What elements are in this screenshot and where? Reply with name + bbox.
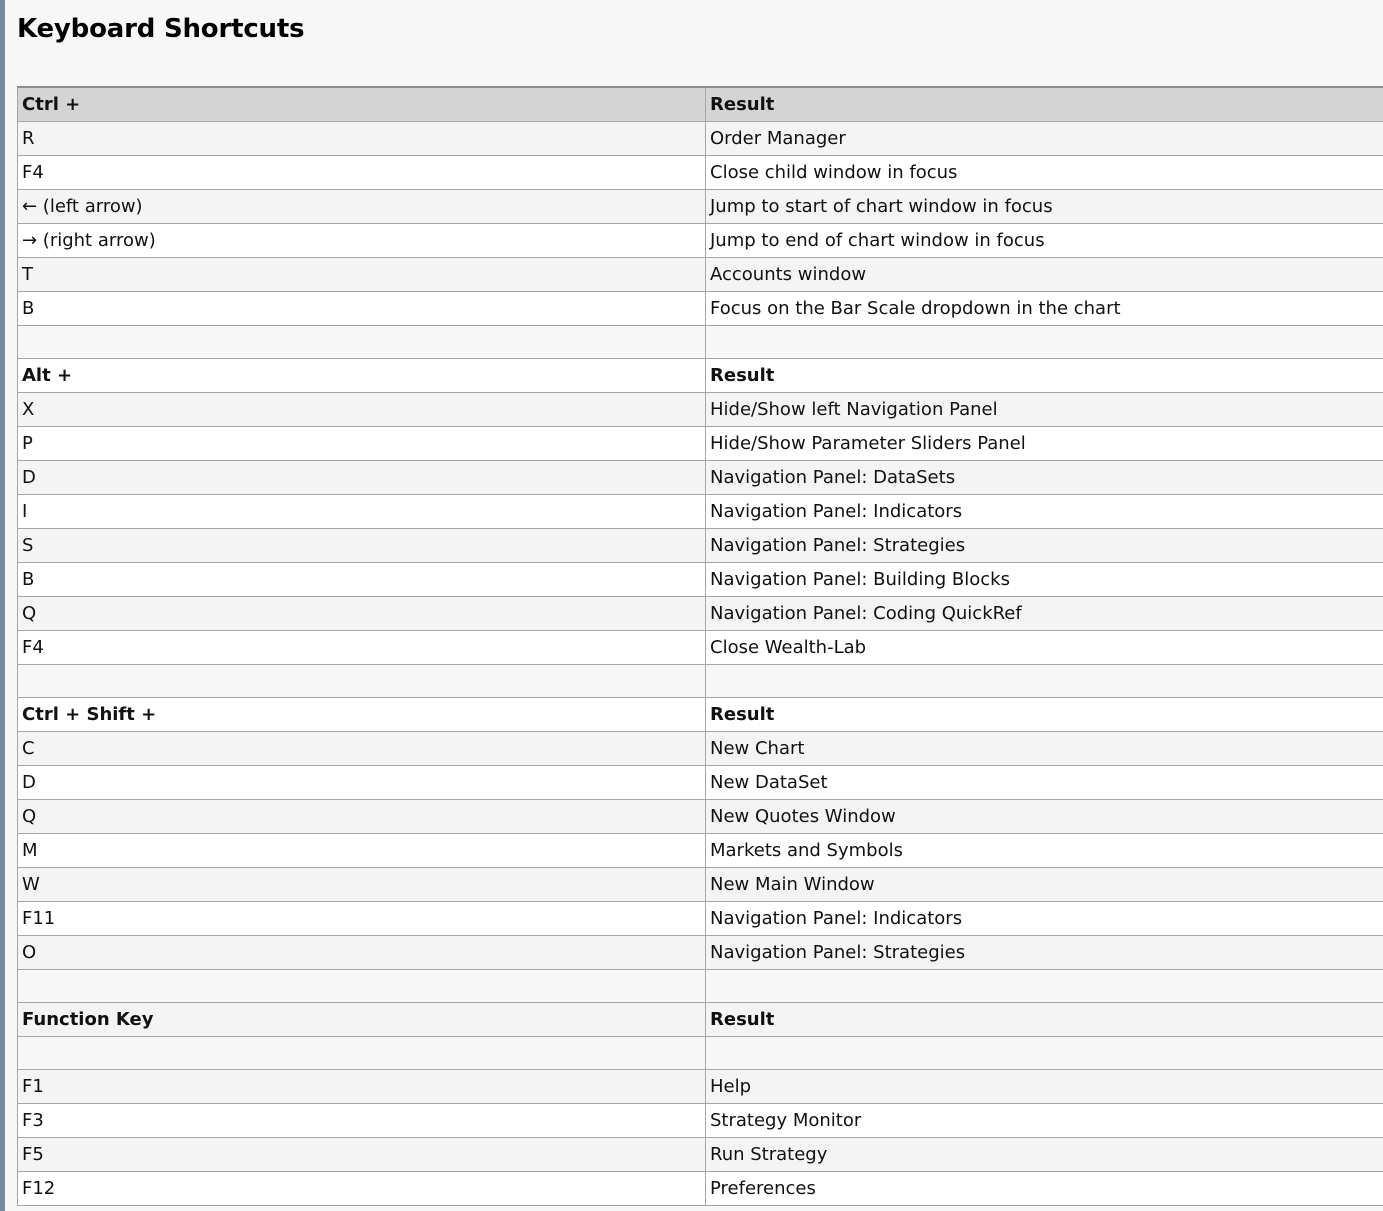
shortcut-key-cell: C <box>18 732 706 766</box>
shortcut-result-cell: Order Manager <box>706 122 1383 156</box>
header-key-cell: Ctrl + <box>18 87 706 122</box>
header-result-cell: Result <box>706 1003 1383 1037</box>
shortcut-result-cell: Accounts window <box>706 258 1383 292</box>
header-result-cell: Result <box>706 698 1383 732</box>
shortcut-key-cell: ← (left arrow) <box>18 190 706 224</box>
shortcut-result-cell: New DataSet <box>706 766 1383 800</box>
left-rail <box>0 0 5 1211</box>
table-row <box>18 597 1383 631</box>
table-row <box>18 800 1383 834</box>
shortcut-key-cell: P <box>18 427 706 461</box>
table-row <box>18 1104 1383 1138</box>
shortcuts-table <box>17 86 1383 1206</box>
header-result-cell: Result <box>706 359 1383 393</box>
shortcut-result-cell <box>706 665 1383 698</box>
spacer-row <box>18 970 1383 1003</box>
shortcut-key-cell: F1 <box>18 1070 706 1104</box>
section-header-row <box>18 698 1383 732</box>
shortcut-result-cell <box>706 970 1383 1003</box>
shortcut-key-cell: F5 <box>18 1138 706 1172</box>
shortcut-result-cell: Navigation Panel: Coding QuickRef <box>706 597 1383 631</box>
shortcut-result-cell: New Quotes Window <box>706 800 1383 834</box>
shortcut-key-cell: S <box>18 529 706 563</box>
shortcut-key-cell <box>18 326 706 359</box>
table-row <box>18 292 1383 326</box>
shortcut-result-cell <box>706 1037 1383 1070</box>
shortcut-result-cell: Jump to start of chart window in focus <box>706 190 1383 224</box>
table-row <box>18 868 1383 902</box>
header-key-cell: Function Key <box>18 1003 706 1037</box>
table-row <box>18 495 1383 529</box>
page-title: Keyboard Shortcuts <box>17 14 305 44</box>
table-row <box>18 631 1383 665</box>
shortcut-key-cell <box>18 1037 706 1070</box>
shortcut-key-cell: O <box>18 936 706 970</box>
table-row <box>18 393 1383 427</box>
shortcut-key-cell: → (right arrow) <box>18 224 706 258</box>
section-header-row <box>18 1003 1383 1037</box>
table-row <box>18 1070 1383 1104</box>
shortcut-key-cell: M <box>18 834 706 868</box>
table-row <box>18 258 1383 292</box>
table-row <box>18 834 1383 868</box>
shortcut-result-cell: Navigation Panel: Indicators <box>706 495 1383 529</box>
table-row <box>18 156 1383 190</box>
shortcut-result-cell: Navigation Panel: DataSets <box>706 461 1383 495</box>
shortcut-key-cell: W <box>18 868 706 902</box>
table-row <box>18 461 1383 495</box>
spacer-row <box>18 1037 1383 1070</box>
shortcut-result-cell <box>706 326 1383 359</box>
shortcut-result-cell: New Chart <box>706 732 1383 766</box>
header-key-cell: Ctrl + Shift + <box>18 698 706 732</box>
table-row <box>18 1172 1383 1206</box>
shortcut-key-cell: B <box>18 563 706 597</box>
table-row <box>18 224 1383 258</box>
shortcut-result-cell: Navigation Panel: Strategies <box>706 936 1383 970</box>
table-row <box>18 766 1383 800</box>
shortcut-key-cell: D <box>18 461 706 495</box>
shortcut-result-cell: Help <box>706 1070 1383 1104</box>
shortcut-key-cell: R <box>18 122 706 156</box>
header-key-cell: Alt + <box>18 359 706 393</box>
shortcut-result-cell: Navigation Panel: Strategies <box>706 529 1383 563</box>
shortcut-result-cell: Focus on the Bar Scale dropdown in the chart <box>706 292 1383 326</box>
table-row <box>18 902 1383 936</box>
shortcut-key-cell <box>18 665 706 698</box>
shortcut-result-cell: Markets and Symbols <box>706 834 1383 868</box>
shortcut-key-cell <box>18 970 706 1003</box>
shortcut-result-cell: Run Strategy <box>706 1138 1383 1172</box>
table-row <box>18 529 1383 563</box>
table-row <box>18 732 1383 766</box>
shortcut-key-cell: F3 <box>18 1104 706 1138</box>
shortcut-result-cell: Strategy Monitor <box>706 1104 1383 1138</box>
shortcut-key-cell: F4 <box>18 631 706 665</box>
spacer-row <box>18 326 1383 359</box>
shortcut-key-cell: B <box>18 292 706 326</box>
shortcut-result-cell: Jump to end of chart window in focus <box>706 224 1383 258</box>
table-row <box>18 563 1383 597</box>
shortcut-result-cell: Hide/Show left Navigation Panel <box>706 393 1383 427</box>
shortcut-key-cell: Q <box>18 597 706 631</box>
section-header-row <box>18 87 1383 122</box>
shortcut-result-cell: Hide/Show Parameter Sliders Panel <box>706 427 1383 461</box>
shortcut-key-cell: X <box>18 393 706 427</box>
shortcut-result-cell: Navigation Panel: Indicators <box>706 902 1383 936</box>
table-row <box>18 936 1383 970</box>
shortcut-result-cell: New Main Window <box>706 868 1383 902</box>
shortcut-key-cell: I <box>18 495 706 529</box>
shortcut-key-cell: F12 <box>18 1172 706 1206</box>
shortcut-key-cell: F11 <box>18 902 706 936</box>
table-row <box>18 1138 1383 1172</box>
shortcut-result-cell: Navigation Panel: Building Blocks <box>706 563 1383 597</box>
shortcut-result-cell: Close child window in focus <box>706 156 1383 190</box>
shortcut-result-cell: Close Wealth-Lab <box>706 631 1383 665</box>
table-row <box>18 122 1383 156</box>
shortcut-key-cell: F4 <box>18 156 706 190</box>
shortcut-key-cell: T <box>18 258 706 292</box>
section-header-row <box>18 359 1383 393</box>
table-row <box>18 190 1383 224</box>
shortcut-key-cell: D <box>18 766 706 800</box>
spacer-row <box>18 665 1383 698</box>
table-row <box>18 427 1383 461</box>
shortcut-key-cell: Q <box>18 800 706 834</box>
header-result-cell: Result <box>706 87 1383 122</box>
shortcut-result-cell: Preferences <box>706 1172 1383 1206</box>
